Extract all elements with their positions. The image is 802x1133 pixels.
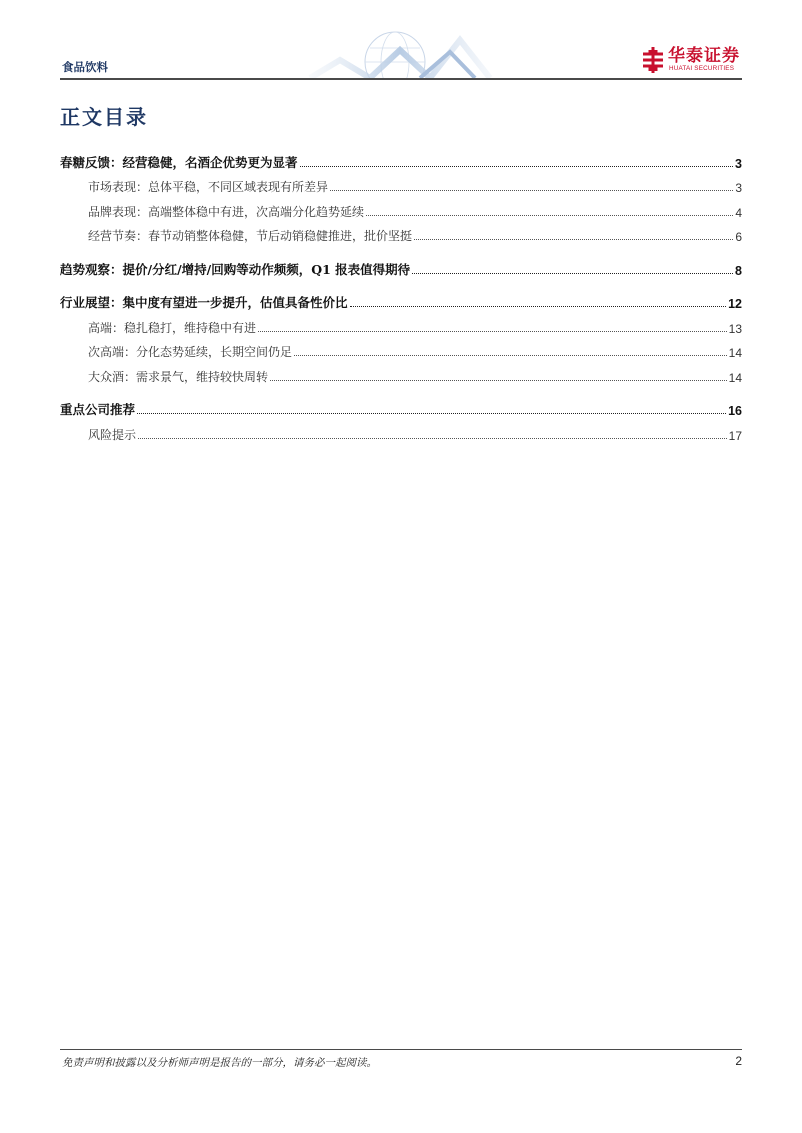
logo-chinese-name: 华泰证券 <box>668 46 740 66</box>
toc-title: 正文目录 <box>60 105 148 129</box>
header-divider <box>60 78 742 80</box>
toc-entry-title: 重点公司推荐 <box>60 402 136 417</box>
toc-entry-title: 春糖反馈：经营稳健，名酒企优势更为显著 <box>60 154 298 170</box>
toc-section-entry[interactable] <box>60 253 742 278</box>
toc-page-number: 16 <box>728 404 742 418</box>
toc-dot-leader <box>300 166 734 167</box>
globe-watermark-icon <box>300 30 510 80</box>
toc-dot-leader <box>412 273 733 274</box>
toc-section-entry[interactable] <box>60 287 742 312</box>
toc-dot-leader <box>270 380 727 381</box>
toc-page-number: 3 <box>735 156 742 171</box>
toc-subsection-entry[interactable] <box>60 220 742 245</box>
toc-entry-title: 行业展望：集中度有望进一步提升，估值具备性价比 <box>60 295 348 310</box>
toc-page-number: 3 <box>735 181 742 195</box>
toc-page-number: 4 <box>735 205 742 220</box>
footer-divider <box>60 1049 742 1050</box>
toc-page-number: 13 <box>728 321 742 336</box>
toc-dot-leader <box>414 239 733 240</box>
toc-dot-leader <box>330 190 733 191</box>
sector-label: 食品饮料 <box>62 60 108 74</box>
toc-entry-title: 大众酒：需求景气，维持较快周转 <box>88 369 269 384</box>
toc-subsection-entry[interactable] <box>60 418 742 443</box>
toc-entry-title: 次高端：分化态势延续，长期空间仍足 <box>88 345 293 359</box>
toc-subsection-entry[interactable] <box>60 336 742 361</box>
toc-dot-leader <box>350 306 727 307</box>
toc-section-entry[interactable] <box>60 146 742 171</box>
toc-dot-leader <box>137 413 726 414</box>
toc-page-number: 14 <box>728 370 742 385</box>
toc-entry-title: 品牌表现：高端整体稳中有进，次高端分化趋势延续 <box>88 204 365 219</box>
huatai-logo <box>640 46 744 76</box>
toc-subsection-entry[interactable] <box>60 195 742 220</box>
toc-page-number: 8 <box>735 263 742 278</box>
toc-page-number: 17 <box>728 428 742 443</box>
toc-entry-title: 趋势观察：提价/分红/增持/回购等动作频频，Q1 报表值得期待 <box>60 261 411 277</box>
toc-subsection-entry[interactable] <box>60 360 742 385</box>
page-header <box>0 0 802 82</box>
logo-english-name: HUATAI SECURITIES <box>669 65 735 72</box>
toc-entry-title: 经营节奏：春节动销整体稳健，节后动销稳健推进，批价坚挺 <box>88 229 413 243</box>
toc-dot-leader <box>294 355 727 356</box>
toc-entry-title: 市场表现：总体平稳，不同区域表现有所差异 <box>88 180 329 194</box>
toc-page-number: 12 <box>728 297 742 311</box>
toc-page-number: 14 <box>728 346 742 360</box>
toc-section-entry[interactable] <box>60 394 742 419</box>
toc-dot-leader <box>258 331 727 332</box>
table-of-contents <box>60 146 742 443</box>
toc-subsection-entry[interactable] <box>60 171 742 196</box>
page-number: 2 <box>735 1054 742 1068</box>
toc-entry-title: 高端：稳扎稳打，维持稳中有进 <box>88 320 257 335</box>
toc-dot-leader <box>366 215 733 216</box>
huatai-logo-mark-icon <box>640 46 666 74</box>
toc-entry-title: 风险提示 <box>88 427 137 442</box>
toc-dot-leader <box>138 438 727 439</box>
disclaimer-text: 免责声明和披露以及分析师声明是报告的一部分，请务必一起阅读。 <box>62 1057 377 1069</box>
toc-page-number: 6 <box>735 230 742 244</box>
toc-subsection-entry[interactable] <box>60 311 742 336</box>
